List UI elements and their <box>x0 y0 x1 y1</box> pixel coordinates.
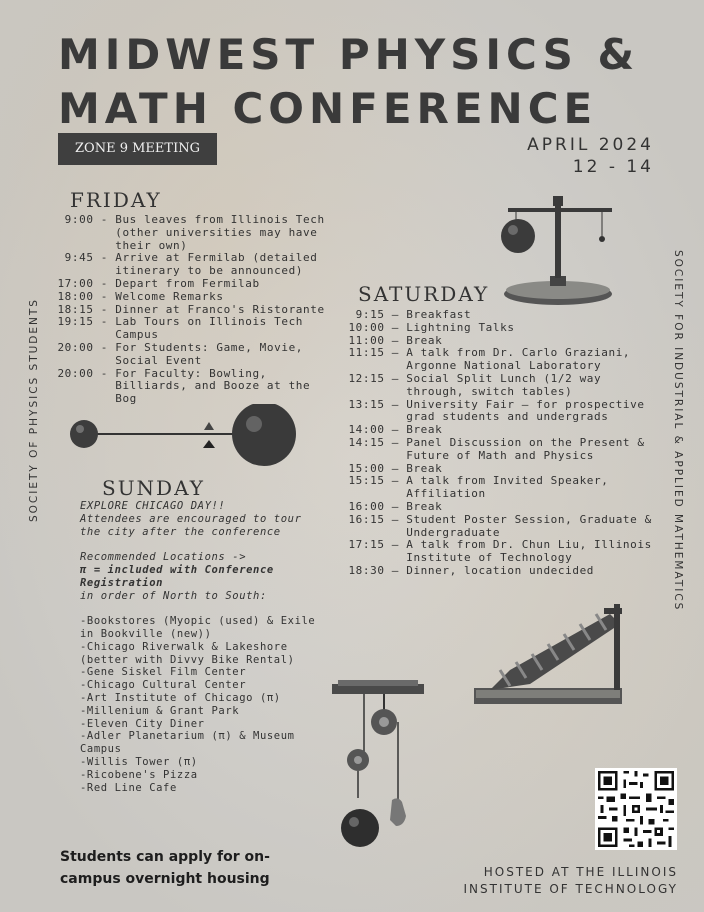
conference-date <box>527 134 654 178</box>
saturday-heading: SATURDAY <box>358 282 490 306</box>
title-line-2: MATH CONFERENCE <box>58 84 598 133</box>
saturday-event: 9:15 – Breakfast <box>355 308 472 321</box>
saturday-schedule <box>295 309 660 578</box>
hosted-line-1: HOSTED AT THE ILLINOIS <box>483 865 678 879</box>
sunday-details <box>80 500 320 794</box>
location-item: -Bookstores (Myopic (used) & Exile in Bookville (new)) <box>80 615 316 640</box>
friday-event: 19:15 - Lab Tours on Illinois Tech Campus <box>57 315 304 342</box>
qr-code[interactable] <box>595 768 677 850</box>
date-month: APRIL 2024 <box>527 135 654 155</box>
friday-event: 9:45 - Arrive at Fermilab (detailed itinerary to be announced) <box>64 251 318 278</box>
location-item: -Willis Tower (π) <box>80 755 198 768</box>
friday-event: 9:00 - Bus leaves from Illinois Tech (other universities may have their own) <box>64 213 325 252</box>
sunday-heading: SUNDAY <box>102 476 205 500</box>
friday-event: 20:00 - For Students: Game, Movie, Social Event <box>57 340 304 367</box>
friday-event: 20:00 - For Faculty: Bowling, Billiards, and Booze at the Bog <box>57 366 311 406</box>
date-days: 12 - 14 <box>572 157 654 177</box>
saturday-event: 11:00 – Break <box>348 333 443 347</box>
location-item: -Gene Siskel Film Center <box>80 666 247 679</box>
housing-note: Students can apply for on-campus overnight housing <box>60 849 270 887</box>
location-item: -Chicago Cultural Center <box>80 679 247 692</box>
location-item: -Adler Planetarium (π) & Museum Campus <box>80 730 295 756</box>
saturday-event: 10:00 – Lightning Talks <box>348 320 515 334</box>
location-item: -Art Institute of Chicago (π) <box>80 691 281 704</box>
hosted-by <box>464 864 678 898</box>
saturday-event: 14:00 – Break <box>348 423 443 437</box>
balance-scale-illustration <box>498 190 620 308</box>
spheres-illustration <box>66 404 302 470</box>
friday-event: 18:00 - Welcome Remarks <box>57 289 224 303</box>
friday-heading: FRIDAY <box>70 188 162 212</box>
saturday-event: 13:15 – University Fair – for prospective grad students and undergrads <box>348 397 645 424</box>
saturday-event: 18:30 – Dinner, location undecided <box>348 563 595 577</box>
location-item: -Eleven City Diner <box>80 717 205 730</box>
saturday-event: 14:15 – Panel Discussion on the Present & Future of Math and Physics <box>348 435 645 462</box>
conference-title <box>58 28 698 136</box>
sunday-pi-note: π = included with Conference Registration <box>80 563 274 589</box>
saturday-event: 17:15 – A talk from Dr. Chun Liu, Illinois Institute of Technology <box>348 538 652 565</box>
friday-schedule <box>10 214 330 406</box>
location-item: -Chicago Riverwalk & Lakeshore (better with Divvy Bike Rental) <box>80 640 295 666</box>
archimedes-screw-illustration <box>470 600 632 712</box>
side-label-physics: SOCIETY OF PHYSICS STUDENTS <box>28 298 40 522</box>
saturday-event: 16:00 – Break <box>348 499 443 513</box>
saturday-event: 16:15 – Student Poster Session, Graduate & Undergraduate <box>348 512 652 539</box>
sunday-intro: Attendees are encouraged to tour the city after the conference <box>80 512 302 538</box>
title-line-1: MIDWEST PHYSICS & <box>58 30 640 79</box>
saturday-event: 12:15 – Social Split Lunch (1/2 way through, switch tables) <box>348 371 602 398</box>
zone-badge: ZONE 9 MEETING <box>58 133 217 165</box>
saturday-event: 11:15 – A talk from Dr. Carlo Graziani, Argonne National Laboratory <box>348 346 631 373</box>
location-item: -Ricobene's Pizza <box>80 768 198 781</box>
saturday-event: 15:15 – A talk from Invited Speaker, Affiliation <box>348 474 609 501</box>
sunday-order: in order of North to South: <box>80 589 267 602</box>
friday-event: 18:15 - Dinner at Franco's Ristorante <box>57 302 325 316</box>
sunday-recommended: Recommended Locations -> <box>80 551 247 564</box>
location-item: -Red Line Cafe <box>80 781 177 794</box>
saturday-event: 15:00 – Break <box>348 461 443 475</box>
location-item: -Millenium & Grant Park <box>80 704 240 717</box>
friday-event: 17:00 - Depart from Fermilab <box>57 276 260 290</box>
side-label-math: SOCIETY FOR INDUSTRIAL & APPLIED MATHEMATICS <box>672 250 684 612</box>
hosted-line-2: INSTITUTE OF TECHNOLOGY <box>463 882 678 896</box>
pulley-illustration <box>328 680 440 850</box>
sunday-explore: EXPLORE CHICAGO DAY!! <box>80 500 226 512</box>
